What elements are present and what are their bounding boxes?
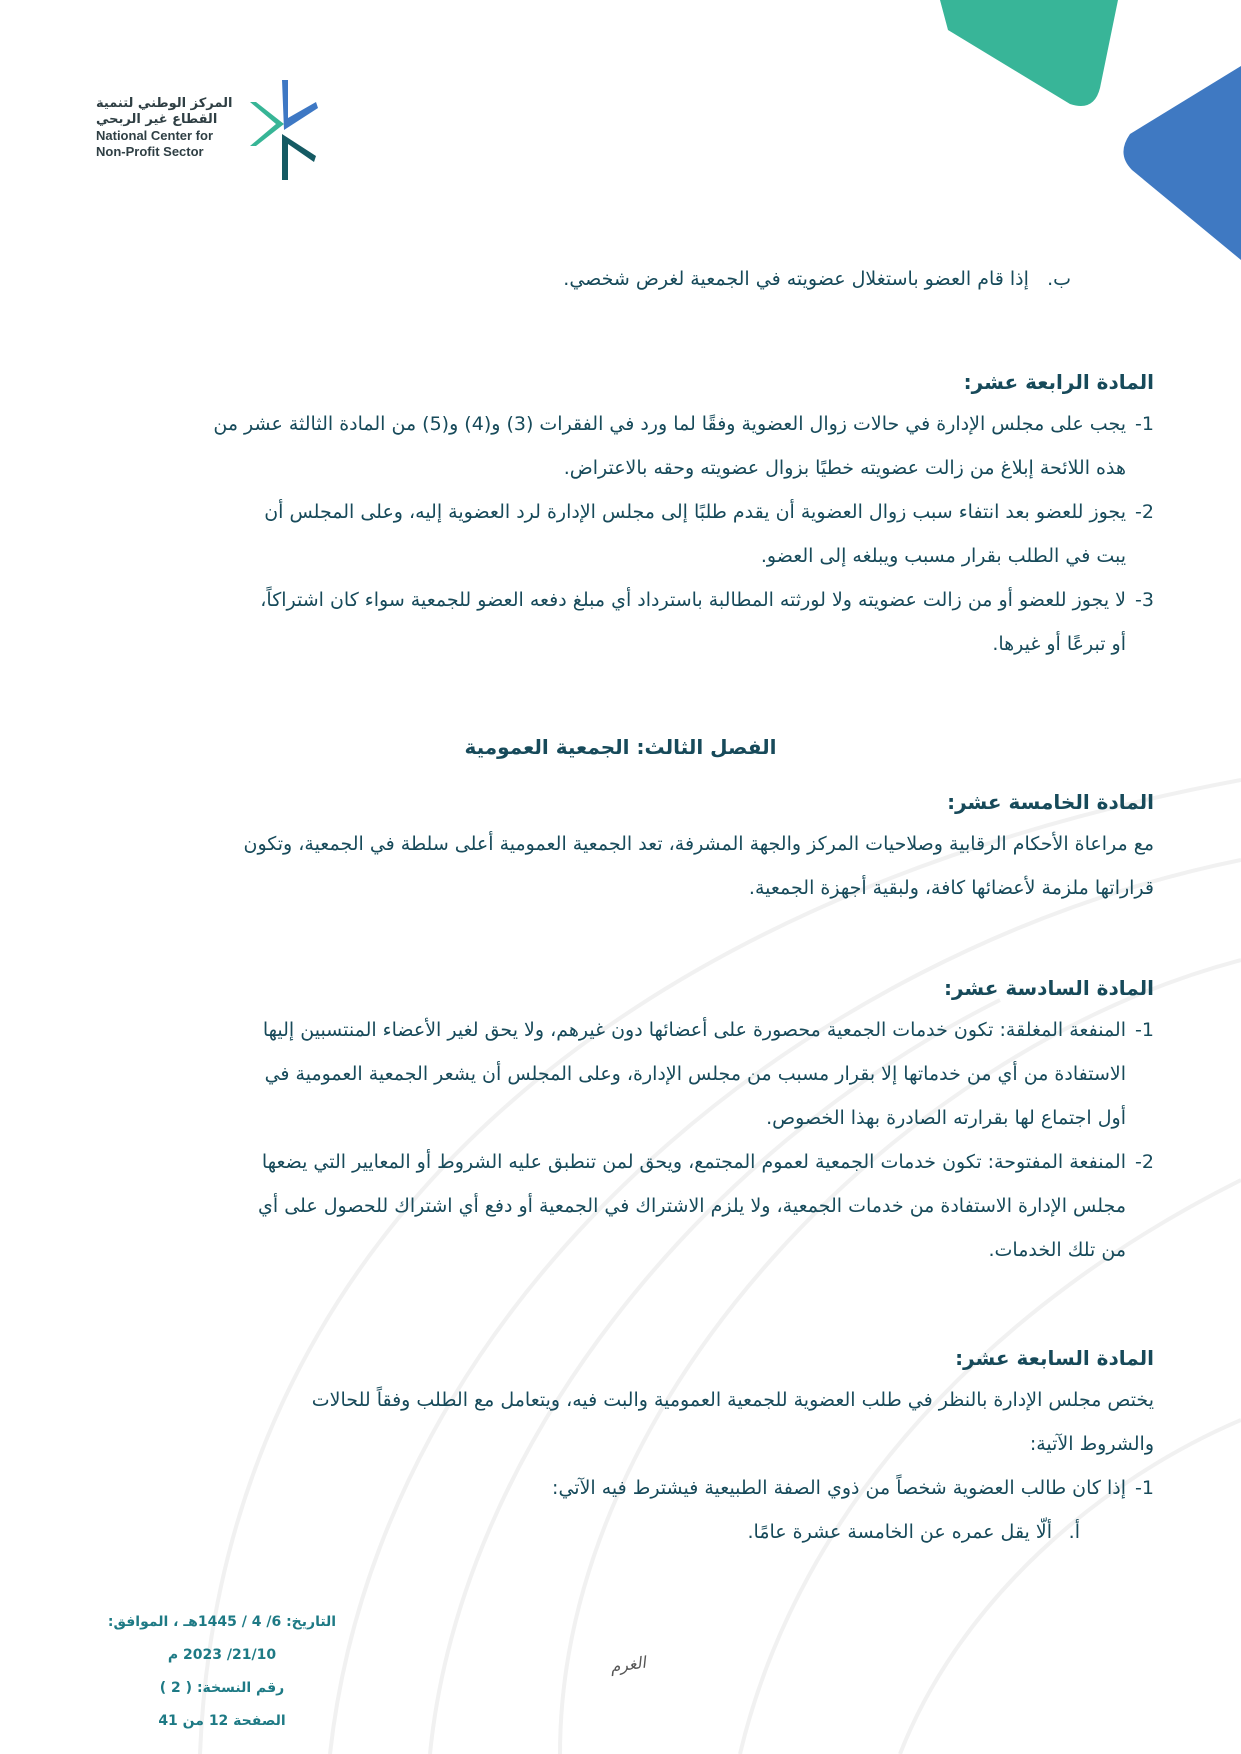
article-17-title: المادة السابعة عشر: <box>955 1346 1154 1370</box>
article-16-item-2 <box>88 1140 1154 1272</box>
footer-page-number: الصفحة 12 من 41 <box>158 1713 286 1729</box>
article-15-line: مع مراعاة الأحكام الرقابية وصلاحيات المركز والجهة المشرفة، تعد الجمعية العمومية أعلى سلطة في الجمعية، وتكون <box>243 833 1154 855</box>
logo-green-chevron <box>250 102 284 146</box>
article-17-line: والشروط الآتية: <box>1029 1433 1154 1455</box>
article-17 <box>88 1338 1154 1554</box>
item-line: لا يجوز للعضو أو من زالت عضويته ولا لورثته المطالبة باسترداد أي مبلغ دفعه العضو للجمعية سواء كان اشتراكاً، <box>260 589 1126 611</box>
chapter-3-title: الفصل الثالث: الجمعية العمومية <box>464 735 777 759</box>
item-number: 3- <box>1135 589 1154 611</box>
item-number: 1- <box>1135 1477 1154 1499</box>
item-text: إذا كان طالب العضوية شخصاً من ذوي الصفة الطبيعية فيشترط فيه الآتي: <box>552 1477 1126 1499</box>
item-line: المنفعة المغلقة: تكون خدمات الجمعية محصورة على أعضائها دون غيرهم، ولا يحق لغير الأعضاء المنتسبين إليها <box>262 1019 1126 1041</box>
article-16-item-1 <box>88 1008 1154 1140</box>
item-line: يبت في الطلب بقرار مسبب ويبلغه إلى العضو. <box>760 545 1126 567</box>
item-number: 1- <box>1135 1019 1154 1041</box>
corner-blue-shape <box>1123 66 1241 260</box>
item-line: مجلس الإدارة الاستفادة من خدمات الجمعية، ولا يلزم الاشتراك في الجمعية أو دفع أي اشتراك للحصول على أي <box>258 1195 1126 1217</box>
article-17-line: يختص مجلس الإدارة بالنظر في طلب العضوية للجمعية العمومية والبت فيه، ويتعامل مع الطلب وفقاً للحالات <box>311 1389 1154 1411</box>
item-marker: ب. <box>1047 268 1071 290</box>
article-14 <box>88 362 1154 666</box>
article-15 <box>88 782 1154 910</box>
article-16-title: المادة السادسة عشر: <box>943 976 1154 1000</box>
item-number: 2- <box>1135 501 1154 523</box>
logo-text <box>96 96 246 160</box>
logo-arabic-line2: القطاع غير الربحي <box>96 112 218 127</box>
article-14-item-2 <box>88 490 1154 578</box>
logo-english-line2: Non-Profit Sector <box>96 144 204 159</box>
item-line: هذه اللائحة إبلاغ من زالت عضويته خطيًا بزوال عضويته وحقه بالاعتراض. <box>563 457 1126 479</box>
logo-teal-chevron <box>282 134 316 180</box>
item-line: يجوز للعضو بعد انتفاء سبب زوال العضوية أن يقدم طلبًا إلى مجلس الإدارة لرد العضوية إليه، وعلى المجلس أن <box>264 501 1126 523</box>
continuation-item-b <box>563 268 1071 290</box>
article-14-item-3 <box>88 578 1154 666</box>
organization-logo <box>96 80 336 180</box>
article-15-line: قراراتها ملزمة لأعضائها كافة، ولبقية أجهزة الجمعية. <box>748 877 1154 899</box>
item-text: إذا قام العضو باستغلال عضويته في الجمعية لغرض شخصي. <box>563 268 1029 290</box>
article-16 <box>88 968 1154 1272</box>
article-17-item-1-sub-a <box>88 1510 1080 1554</box>
item-line: يجب على مجلس الإدارة في حالات زوال العضوية وفقًا لما ورد في الفقرات (3) و(4) و(5) من المادة الثالثة عشر من <box>213 413 1126 435</box>
logo-mark-icon <box>246 80 326 180</box>
logo-arabic-line1: المركز الوطني لتنمية <box>96 96 233 111</box>
signature: الغرم <box>608 1652 647 1677</box>
item-line: الاستفادة من أي من خدماتها إلا بقرار مسبب من مجلس الإدارة، وعلى المجلس أن يشعر الجمعية العمومية في <box>264 1063 1126 1085</box>
item-line: أول اجتماع لها بقرارته الصادرة بهذا الخصوص. <box>766 1107 1126 1129</box>
footer-version: رقم النسخة: ( 2 ) <box>159 1680 285 1696</box>
article-14-title: المادة الرابعة عشر: <box>963 370 1154 394</box>
item-line: المنفعة المفتوحة: تكون خدمات الجمعية لعموم المجتمع، ويحق لمن تنطبق عليه الشروط أو المعايير التي يضعها <box>261 1151 1126 1173</box>
page-footer <box>92 1606 352 1738</box>
logo-blue-chevron <box>282 80 318 130</box>
item-marker: أ. <box>1068 1521 1080 1543</box>
item-line: أو تبرعًا أو غيرها. <box>992 633 1126 655</box>
item-number: 2- <box>1135 1151 1154 1173</box>
article-14-item-1 <box>88 402 1154 490</box>
logo-english-line1: National Center for <box>96 128 214 143</box>
footer-date: التاريخ: 6/ 4 / 1445هـ ، الموافق: 21/10/ 2023 م <box>107 1614 337 1663</box>
article-15-title: المادة الخامسة عشر: <box>947 790 1154 814</box>
item-number: 1- <box>1135 413 1154 435</box>
item-line: من تلك الخدمات. <box>988 1239 1126 1261</box>
corner-teal-shape <box>940 0 1118 106</box>
article-17-item-1 <box>88 1466 1154 1510</box>
item-text: ألّا يقل عمره عن الخامسة عشرة عامًا. <box>747 1521 1052 1543</box>
